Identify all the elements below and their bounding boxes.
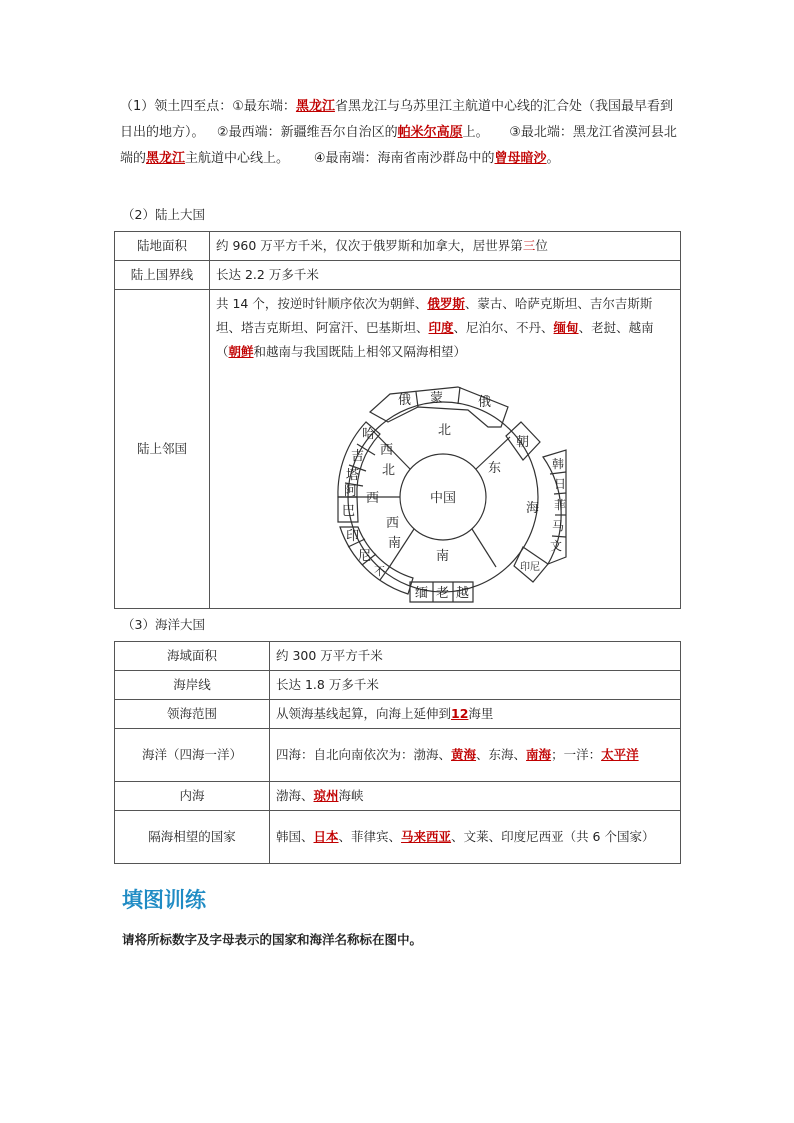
table-row [115,700,681,729]
n5: 和越南与我国既陆上相邻又隔海相望） [253,344,467,359]
n-kp: 朝鲜 [228,344,254,359]
neighbor-text [216,292,674,364]
label-vn: 越 [456,586,470,601]
n-ru: 俄罗斯 [427,296,465,311]
area-post: 位 [535,238,548,253]
terr-value [270,700,681,729]
across-pre: 韩国、 [276,829,314,844]
table-row [115,729,681,782]
label-tj: 塔 [346,468,360,483]
label-my: 马 [552,519,565,533]
label-east: 东 [488,461,502,476]
label-kz: 哈 [362,427,376,442]
terr-red: 12 [451,706,469,721]
label-mn: 蒙 [430,391,444,406]
west-answer: 帕米尔高原 [397,125,463,140]
n3: 、尼泊尔、不丹、 [453,320,554,335]
ocean-pre: 四海：自北向南依次为：渤海、 [276,747,452,762]
ocean-red2: 南海 [526,747,552,762]
coast-label: 海岸线 [115,671,270,700]
inner-label: 内海 [115,782,270,811]
neighbor-cell [210,290,681,609]
label-nw1: 西 [380,443,394,458]
sea-area-label: 海域面积 [115,642,270,671]
across-value [270,811,681,864]
table-row [115,232,681,261]
label-in: 印 [346,529,360,544]
ocean-mid: 、东海、 [476,747,527,762]
label-ru1: 俄 [398,393,412,408]
table-row [115,290,681,609]
label-af: 阿 [344,484,358,499]
label-ru2: 俄 [478,395,492,410]
table-row [115,261,681,290]
ocean-value [270,729,681,782]
label-sea: 海 [526,501,540,516]
across-mid: 、菲律宾、 [338,829,402,844]
south-label: ④最南端：海南省南沙群岛中的 [313,151,495,166]
across-red1: 日本 [313,829,339,844]
west-rest: 上。 [462,125,489,140]
south-rest: 。 [546,151,560,166]
sea-table [114,641,681,864]
area-value [210,232,681,261]
label-sw2: 南 [388,536,402,551]
label-jp: 日 [554,477,567,491]
west-label: ②最西端：新疆维吾尔自治区的 [216,125,398,140]
label-west: 西 [366,491,380,506]
label-id: 印尼 [520,562,540,573]
inner-value [270,782,681,811]
n-mm: 缅甸 [553,320,579,335]
border-label: 陆上国界线 [115,261,210,290]
label-kr: 韩 [552,457,565,471]
label-mm: 缅 [415,586,429,601]
extremity-points-paragraph [120,94,680,172]
south-answer: 曾母暗沙 [494,151,547,166]
inner-post: 海峡 [338,788,364,803]
east-rest: 省黑龙江与乌苏里江主航道中心线的汇合处（我国最早看到日出的地方）。 [120,99,673,140]
ocean-red3: 太平洋 [601,747,639,762]
east-label: ①最东端： [232,99,296,114]
north-label: ③最北端：黑龙江省漠河县北端的 [120,125,677,166]
area-pre: 约 960 万平方千米，仅次于俄罗斯和加拿大，居世界第 [216,238,523,253]
label-bn: 文 [550,539,563,553]
terr-pre: 从领海基线起算，向海上延伸到 [276,706,452,721]
label-south: 南 [436,549,450,564]
n2: 、蒙古、哈萨克斯坦、吉尔吉斯斯坦、塔吉克斯坦、阿富汗、巴基斯坦、 [216,296,653,335]
label-pk: 巴 [342,504,356,519]
north-answer: 黑龙江 [146,151,186,166]
across-red2: 马来西亚 [401,829,452,844]
area-label: 陆地面积 [115,232,210,261]
east-answer: 黑龙江 [295,99,335,114]
across-post: 、文莱、印度尼西亚（共 6 个国家） [451,829,655,844]
label-ph: 菲 [554,498,567,512]
section3-title: （3）海洋大国 [122,617,205,632]
land-table [114,231,681,609]
label-kg: 吉 [351,449,365,464]
inner-red: 琼州 [313,788,339,803]
terr-label: 领海范围 [115,700,270,729]
n-in: 印度 [428,320,454,335]
label-nw2: 北 [382,463,396,478]
neighbor-label: 陆上邻国 [115,290,210,609]
inner-pre: 渤海、 [276,788,314,803]
label-china: 中国 [430,491,457,506]
label-np: 尼 [358,549,372,564]
fill-map-instruction: 请将所标数字及字母表示的国家和海洋名称标在图中。 [122,932,423,947]
label-sw1: 西 [386,516,400,531]
border-value: 长达 2.2 万多千米 [210,261,681,290]
table-row [115,811,681,864]
section2-title: （2）陆上大国 [122,207,205,222]
n4: 、老挝、越南（ [216,320,654,359]
fill-map-heading: 填图训练 [122,888,206,912]
across-label: 隔海相望的国家 [115,811,270,864]
terr-post: 海里 [468,706,494,721]
ocean-red1: 黄海 [451,747,477,762]
label-bt: 不 [374,565,385,578]
north-rest: 主航道中心线上。 [185,151,290,166]
area-red: 三 [522,238,536,253]
ocean-mid2: ；一洋： [551,747,602,762]
label-la: 老 [436,586,450,601]
table-row [115,782,681,811]
sea-area-value: 约 300 万平方千米 [270,642,681,671]
label-north: 北 [438,423,452,438]
coast-value: 长达 1.8 万多千米 [270,671,681,700]
p1-intro: （1）领土四至点： [120,99,233,114]
label-kp: 朝 [516,435,530,450]
ocean-label: 海洋（四海一洋） [115,729,270,782]
table-row [115,671,681,700]
neighbor-diagram [318,382,568,606]
n1: 共 14 个，按逆时针顺序依次为朝鲜、 [216,296,428,311]
table-row [115,642,681,671]
